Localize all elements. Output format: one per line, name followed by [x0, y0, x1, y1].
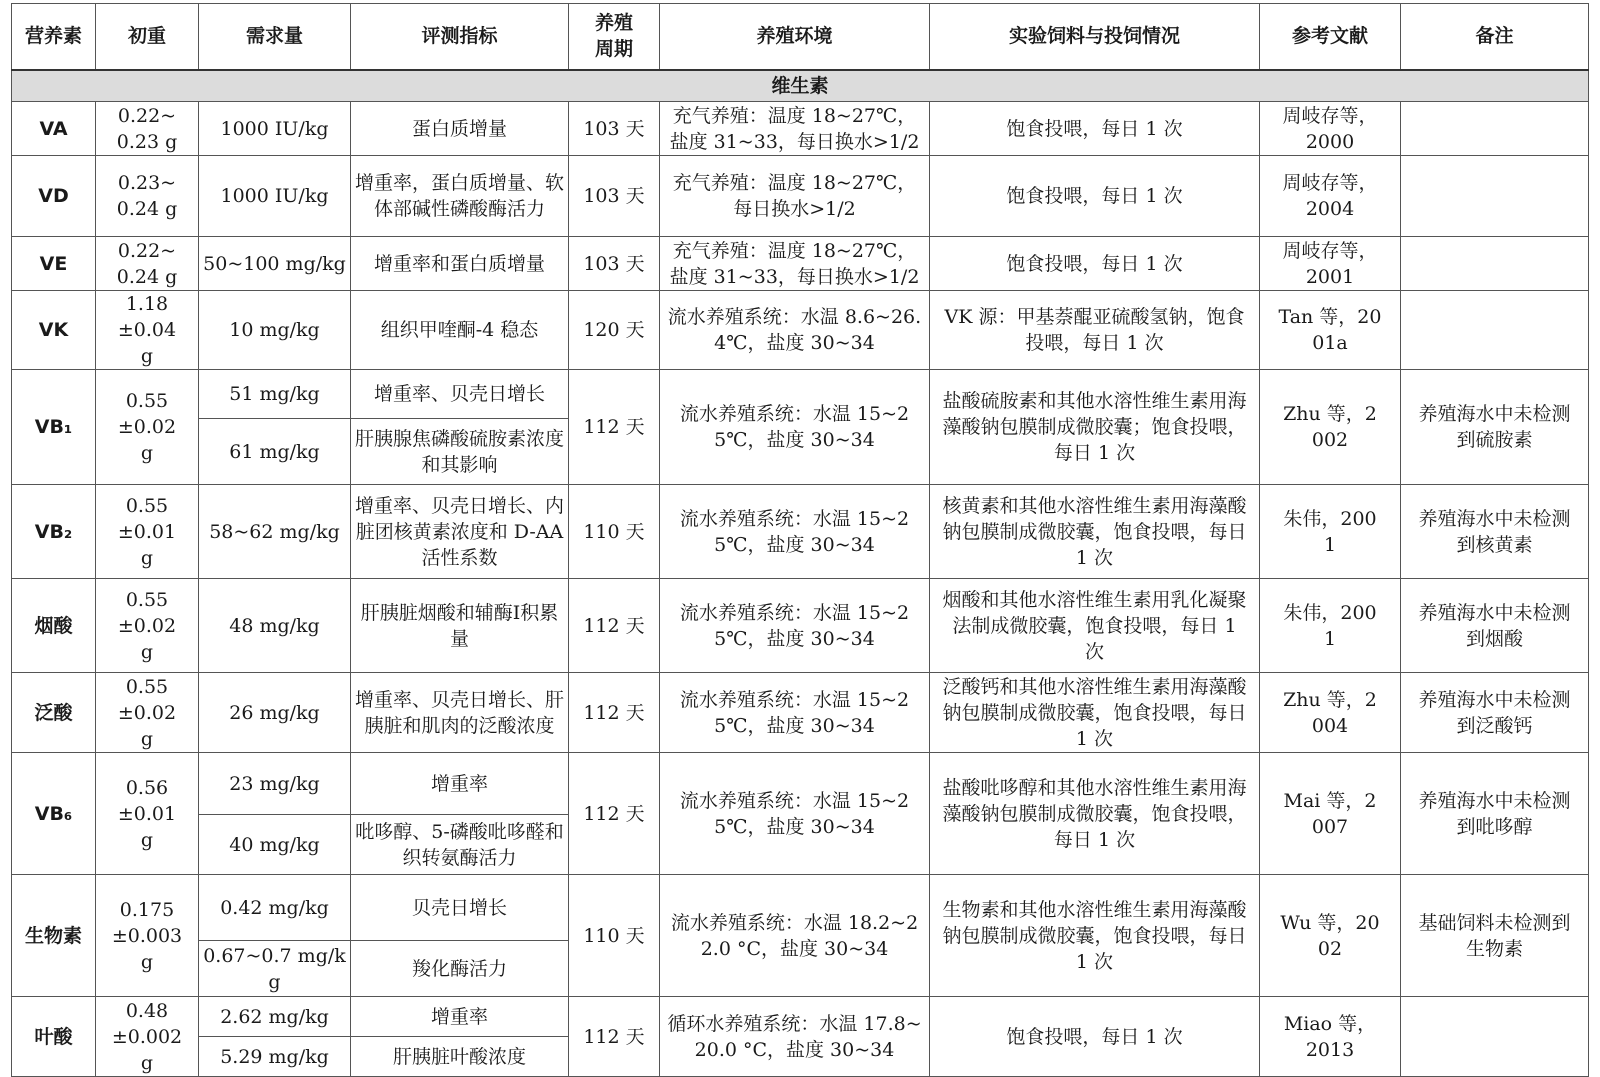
indicator-cell: 肝胰脏叶酸浓度 [351, 1037, 569, 1077]
environment-cell: 流水养殖系统：水温 15~25℃，盐度 30~34 [660, 579, 930, 673]
initial-weight-cell: 1.18±0.04 g [96, 291, 199, 370]
feed-cell: 盐酸硫胺素和其他水溶性维生素用海藻酸钠包膜制成微胶囊；饱食投喂，每日 1 次 [930, 370, 1260, 485]
table-row [12, 237, 1589, 291]
requirement-cell: 40 mg/kg [199, 815, 351, 875]
note-cell [1401, 997, 1589, 1077]
indicator-cell: 肝胰脏烟酸和辅酶I积累量 [351, 579, 569, 673]
nutrient-cell: VA [12, 102, 96, 156]
initial-weight-cell: 0.48±0.002 g [96, 997, 199, 1077]
environment-cell: 充气养殖：温度 18~27℃，盐度 31~33，每日换水>1/2 [660, 102, 930, 156]
section-row [12, 70, 1589, 102]
reference-cell: 周岐存等，2000 [1260, 102, 1401, 156]
nutrient-cell: 烟酸 [12, 579, 96, 673]
indicator-cell: 增重率、贝壳日增长 [351, 370, 569, 419]
reference-cell: 朱伟，2001 [1260, 485, 1401, 579]
note-cell [1401, 237, 1589, 291]
environment-cell: 充气养殖：温度 18~27℃，盐度 31~33，每日换水>1/2 [660, 237, 930, 291]
reference-cell: Tan 等，2001a [1260, 291, 1401, 370]
period-cell: 103 天 [569, 102, 660, 156]
period-cell: 120 天 [569, 291, 660, 370]
initial-weight-cell: 0.55±0.01 g [96, 485, 199, 579]
note-cell [1401, 291, 1589, 370]
period-cell: 103 天 [569, 237, 660, 291]
table-row [12, 156, 1589, 237]
initial-weight-cell: 0.22~0.24 g [96, 237, 199, 291]
nutrient-cell: VB₁ [12, 370, 96, 485]
note-cell [1401, 156, 1589, 237]
header-note: 备注 [1401, 4, 1589, 70]
nutrient-cell: VB₆ [12, 753, 96, 875]
requirement-cell: 1000 IU/kg [199, 156, 351, 237]
feed-cell: 盐酸吡哆醇和其他水溶性维生素用海藻酸钠包膜制成微胶囊，饱食投喂，每日 1 次 [930, 753, 1260, 875]
table-row [12, 997, 1589, 1037]
indicator-cell: 蛋白质增量 [351, 102, 569, 156]
reference-cell: Miao 等，2013 [1260, 997, 1401, 1077]
environment-cell: 流水养殖系统：水温 18.2~22.0 °C，盐度 30~34 [660, 875, 930, 997]
table-body [12, 70, 1589, 1077]
indicator-cell: 吡哆醇、5-磷酸吡哆醛和织转氨酶活力 [351, 815, 569, 875]
initial-weight-cell: 0.55±0.02 g [96, 370, 199, 485]
note-cell: 基础饲料未检测到生物素 [1401, 875, 1589, 997]
note-cell: 养殖海水中未检测到泛酸钙 [1401, 673, 1589, 753]
table-row [12, 370, 1589, 419]
period-cell: 112 天 [569, 370, 660, 485]
period-cell: 112 天 [569, 579, 660, 673]
requirement-cell: 5.29 mg/kg [199, 1037, 351, 1077]
indicator-cell: 组织甲喹酮-4 稳态 [351, 291, 569, 370]
table-row [12, 875, 1589, 941]
table-row [12, 753, 1589, 815]
table-row [12, 102, 1589, 156]
header-initial-weight: 初重 [96, 4, 199, 70]
indicator-cell: 增重率和蛋白质增量 [351, 237, 569, 291]
note-cell: 养殖海水中未检测到硫胺素 [1401, 370, 1589, 485]
requirement-cell: 61 mg/kg [199, 419, 351, 485]
indicator-cell: 羧化酶活力 [351, 941, 569, 997]
requirement-cell: 51 mg/kg [199, 370, 351, 419]
requirement-cell: 0.67~0.7 mg/kg [199, 941, 351, 997]
note-cell: 养殖海水中未检测到烟酸 [1401, 579, 1589, 673]
table-row [12, 291, 1589, 370]
note-cell: 养殖海水中未检测到核黄素 [1401, 485, 1589, 579]
table-row [12, 485, 1589, 579]
header-period: 养殖周期 [569, 4, 660, 70]
nutrient-cell: VE [12, 237, 96, 291]
feed-cell: 饱食投喂，每日 1 次 [930, 156, 1260, 237]
header-indicator: 评测指标 [351, 4, 569, 70]
initial-weight-cell: 0.56±0.01 g [96, 753, 199, 875]
initial-weight-cell: 0.175±0.003 g [96, 875, 199, 997]
environment-cell: 流水养殖系统：水温 15~25℃，盐度 30~34 [660, 673, 930, 753]
feed-cell: 饱食投喂，每日 1 次 [930, 102, 1260, 156]
reference-cell: 周岐存等，2004 [1260, 156, 1401, 237]
header-requirement: 需求量 [199, 4, 351, 70]
feed-cell: 核黄素和其他水溶性维生素用海藻酸钠包膜制成微胶囊，饱食投喂，每日 1 次 [930, 485, 1260, 579]
requirement-cell: 0.42 mg/kg [199, 875, 351, 941]
indicator-cell: 肝胰腺焦磷酸硫胺素浓度和其影响 [351, 419, 569, 485]
indicator-cell: 增重率 [351, 997, 569, 1037]
initial-weight-cell: 0.23~0.24 g [96, 156, 199, 237]
requirement-cell: 2.62 mg/kg [199, 997, 351, 1037]
requirement-cell: 23 mg/kg [199, 753, 351, 815]
period-cell: 112 天 [569, 753, 660, 875]
nutrient-requirement-table [11, 3, 1589, 1077]
feed-cell: VK 源：甲基萘醌亚硫酸氢钠，饱食投喂，每日 1 次 [930, 291, 1260, 370]
requirement-cell: 48 mg/kg [199, 579, 351, 673]
period-cell: 112 天 [569, 997, 660, 1077]
requirement-cell: 10 mg/kg [199, 291, 351, 370]
header-reference: 参考文献 [1260, 4, 1401, 70]
indicator-cell: 增重率、贝壳日增长、内脏团核黄素浓度和 D-AA 活性系数 [351, 485, 569, 579]
section-title: 维生素 [12, 70, 1589, 102]
feed-cell: 泛酸钙和其他水溶性维生素用海藻酸钠包膜制成微胶囊，饱食投喂，每日 1 次 [930, 673, 1260, 753]
environment-cell: 循环水养殖系统：水温 17.8~20.0 °C，盐度 30~34 [660, 997, 930, 1077]
note-cell: 养殖海水中未检测到吡哆醇 [1401, 753, 1589, 875]
feed-cell: 烟酸和其他水溶性维生素用乳化凝聚法制成微胶囊，饱食投喂，每日 1 次 [930, 579, 1260, 673]
period-cell: 112 天 [569, 673, 660, 753]
nutrient-cell: 叶酸 [12, 997, 96, 1077]
environment-cell: 流水养殖系统：水温 8.6~26.4℃，盐度 30~34 [660, 291, 930, 370]
nutrient-cell: 生物素 [12, 875, 96, 997]
header-nutrient: 营养素 [12, 4, 96, 70]
environment-cell: 流水养殖系统：水温 15~25℃，盐度 30~34 [660, 370, 930, 485]
period-cell: 110 天 [569, 875, 660, 997]
indicator-cell: 增重率 [351, 753, 569, 815]
reference-cell: Wu 等，2002 [1260, 875, 1401, 997]
header-feed: 实验饲料与投饲情况 [930, 4, 1260, 70]
period-cell: 103 天 [569, 156, 660, 237]
nutrient-cell: 泛酸 [12, 673, 96, 753]
header-row [12, 4, 1589, 70]
environment-cell: 流水养殖系统：水温 15~25℃，盐度 30~34 [660, 753, 930, 875]
reference-cell: Zhu 等，2004 [1260, 673, 1401, 753]
initial-weight-cell: 0.22~0.23 g [96, 102, 199, 156]
note-cell [1401, 102, 1589, 156]
reference-cell: 朱伟，2001 [1260, 579, 1401, 673]
reference-cell: 周岐存等，2001 [1260, 237, 1401, 291]
indicator-cell: 贝壳日增长 [351, 875, 569, 941]
requirement-cell: 1000 IU/kg [199, 102, 351, 156]
environment-cell: 流水养殖系统：水温 15~25℃，盐度 30~34 [660, 485, 930, 579]
table-row [12, 579, 1589, 673]
requirement-cell: 50~100 mg/kg [199, 237, 351, 291]
feed-cell: 饱食投喂，每日 1 次 [930, 237, 1260, 291]
reference-cell: Mai 等，2007 [1260, 753, 1401, 875]
nutrient-cell: VK [12, 291, 96, 370]
header-environment: 养殖环境 [660, 4, 930, 70]
initial-weight-cell: 0.55±0.02 g [96, 673, 199, 753]
feed-cell: 饱食投喂，每日 1 次 [930, 997, 1260, 1077]
table-row [12, 673, 1589, 753]
requirement-cell: 58~62 mg/kg [199, 485, 351, 579]
reference-cell: Zhu 等，2002 [1260, 370, 1401, 485]
environment-cell: 充气养殖：温度 18~27℃，每日换水>1/2 [660, 156, 930, 237]
nutrient-cell: VD [12, 156, 96, 237]
requirement-cell: 26 mg/kg [199, 673, 351, 753]
nutrient-cell: VB₂ [12, 485, 96, 579]
feed-cell: 生物素和其他水溶性维生素用海藻酸钠包膜制成微胶囊，饱食投喂，每日 1 次 [930, 875, 1260, 997]
indicator-cell: 增重率，蛋白质增量、软体部碱性磷酸酶活力 [351, 156, 569, 237]
period-cell: 110 天 [569, 485, 660, 579]
initial-weight-cell: 0.55±0.02 g [96, 579, 199, 673]
indicator-cell: 增重率、贝壳日增长、肝胰脏和肌肉的泛酸浓度 [351, 673, 569, 753]
